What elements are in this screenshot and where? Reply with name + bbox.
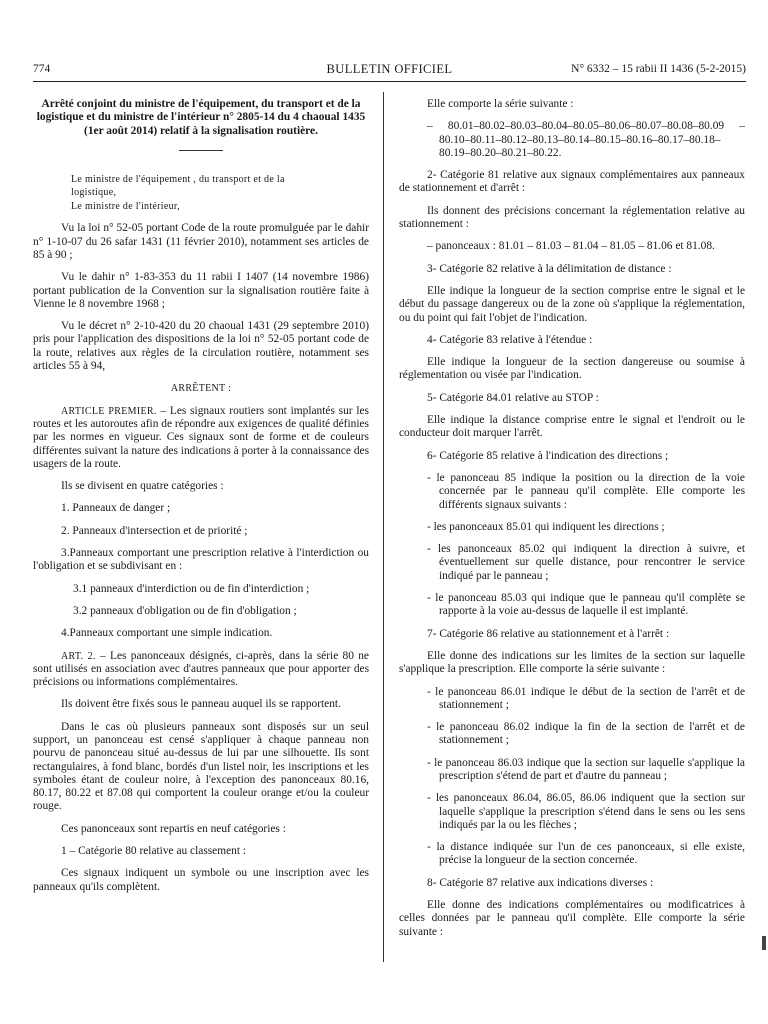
article-1-text: – Les signaux routiers sont implantés sur les routes et les autoroutes afin de répondre aux exigences de qualité définies par les normes en vigueur. Ces signaux sont de forme et de couleurs différentes suivant la nature des indications à porter à la connaissance des usagers de la route. [33, 404, 369, 470]
category-86-item-b: - le panonceau 86.02 indique la fin de la section de l'arrêt et de stationnement ; [427, 721, 745, 747]
minister-line-3: Le ministre de l'intérieur, [71, 200, 180, 212]
category-85-item-b: - les panonceaux 85.01 qui indiquent les directions ; [427, 520, 665, 533]
article-2 [33, 650, 369, 690]
page-number: 774 [33, 63, 51, 75]
page-header [33, 63, 746, 81]
decree-title: Arrêté conjoint du ministre de l'équipement, du transport et de la logistique et du ministre de l'intérieur n° 2805-14 du 4 chaoual 1435 (1er août 2014) relatif à la signalisation routière. [36, 98, 366, 137]
ministers-block [33, 173, 369, 214]
category-85-item-a: - le panonceau 85 indique la position ou la direction de la voie concernée par le panneau qu'il complète. Elle comporte les différents signaux suivants : [427, 471, 745, 511]
category-83-description: Elle indique la longueur de la section dangereuse ou soumise à réglementation ou visée par l'indication. [399, 356, 745, 382]
category-82-heading: 3- Catégorie 82 relative à la délimitation de distance : [427, 262, 672, 275]
category-86-item-c: - le panonceau 86.03 indique que la section sur laquelle s'applique la prescription s'étend de part et d'autre du panneau ; [427, 756, 745, 782]
paragraph-signaux: Ces signaux indiquent un symbole ou une inscription avec les panneaux qu'ils complètent. [33, 867, 369, 893]
category-85-item-c: - les panonceaux 85.02 qui indiquent la direction à suivre, et éventuellement sur quelle distance, pour rencontrer le service indiqué par le panneau ; [427, 543, 745, 582]
category-83-heading: 4- Catégorie 83 relative à l'étendue : [427, 333, 593, 346]
category-81-heading: 2- Catégorie 81 relative aux signaux complémentaires aux panneaux de stationnement et d'arrêt : [399, 169, 745, 195]
category-86-item-d: - les panonceaux 86.04, 86.05, 86.06 indiquent que la section sur laquelle s'applique la prescription s'étend dans le sens ou les sens indiqués par la ou les flèches ; [427, 792, 745, 831]
issue-info: N° 6332 – 15 rabii II 1436 (5-2-2015) [571, 63, 746, 75]
category-87-description: Elle donne des indications complémentaires ou modificatrices à celles données par le panneau qu'il complète. Elle comporte la série suivante : [399, 899, 745, 938]
paragraph-categorie-80: 1 – Catégorie 80 relative au classement : [61, 845, 247, 858]
category-3-1: 3.1 panneaux d'interdiction ou de fin d'interdiction ; [73, 582, 310, 595]
vu-paragraph-3: Vu le décret n° 2-10-420 du 20 chaoual 1431 (29 septembre 2010) pris pour l'application des dispositions de la loi n° 52-05 portant code de la route, relatives aux règles de la circulation routière, notamment ses articles 55 à 94, [33, 320, 369, 373]
column-divider [383, 92, 384, 962]
header-rule [33, 81, 746, 82]
category-81-list: – panonceaux : 81.01 – 81.03 – 81.04 – 81.05 – 81.06 et 81.08. [427, 240, 715, 253]
category-81-description: Ils donnent des précisions concernant la réglementation relative au stationnement : [399, 204, 745, 231]
category-86-heading: 7- Catégorie 86 relative au stationnement et à l'arrêt : [427, 627, 670, 640]
category-3-2: 3.2 panneaux d'obligation ou de fin d'obligation ; [73, 604, 297, 617]
category-84-description: Elle indique la distance comprise entre le signal et l'endroit ou le conducteur doit marquer l'arrêt. [399, 414, 745, 440]
categories-intro: Ils se divisent en quatre catégories : [61, 480, 224, 493]
category-2: 2. Panneaux d'intersection et de priorité ; [61, 524, 248, 537]
category-84-heading: 5- Catégorie 84.01 relative au STOP : [427, 391, 599, 404]
category-3: 3.Panneaux comportant une prescription relative à l'interdiction ou l'obligation et se subdivisant en : [33, 547, 369, 573]
article-2-text: – Les panonceaux désignés, ci-après, dans la série 80 ne sont utilisés en association avec d'autres panneaux que pour apporter des précisions ou informations complémentaires. [33, 649, 369, 689]
serie-intro: Elle comporte la série suivante : [427, 98, 574, 110]
article-1-label: ARTICLE PREMIER. [61, 405, 157, 417]
category-86-item-e: - la distance indiquée sur l'un de ces panonceaux, si elle existe, précise la longueur de la section concernée. [427, 841, 745, 867]
right-column [399, 98, 745, 948]
category-85-heading: 6- Catégorie 85 relative à l'indication des directions ; [427, 449, 669, 462]
category-85-item-d: - le panonceau 85.03 qui indique que le panneau qu'il complète se rapporte à la voie au-dessus de laquelle il est implanté. [427, 592, 745, 618]
category-82-description: Elle indique la longueur de la section comprise entre le signal et le début du passage dangereux ou de la zone où s'applique la réglementation, ou du point qui fait l'objet de l'indication. [399, 284, 745, 324]
paragraph-neuf-categories: Ces panonceaux sont repartis en neuf catégories : [61, 822, 286, 835]
arretent-heading: ARRÊTENT : [170, 383, 232, 395]
paragraph-fixes: Ils doivent être fixés sous le panneau auquel ils se rapportent. [61, 698, 341, 711]
vu-paragraph-1: Vu la loi n° 52-05 portant Code de la route promulguée par le dahir n° 1-10-07 du 26 safar 1431 (11 février 2010), notamment ses articles de 85 à 90 ; [33, 222, 369, 261]
category-4: 4.Panneaux comportant une simple indication. [61, 627, 273, 640]
minister-line-1: Le ministre de l'équipement , du transport et de la [71, 173, 285, 185]
left-column [33, 98, 369, 903]
title-separator [179, 150, 223, 151]
paragraph-support: Dans le cas où plusieurs panneaux sont disposés sur un seul support, un panonceau est censé s'appliquer à chaque panneau non pourvu de panonceau situé au-dessus de lui par une silhouette. Ils sont rectangulaires, à fond blanc, bordés d'un listel noir, les inscriptions et les symboles étant de couleur noire, à l'exception des panonceaux 80.16, 80.17, 80.22 et 87.08 qui comportent la couleur orange et/ou la couleur rouge. [33, 720, 369, 813]
category-87-heading: 8- Catégorie 87 relative aux indications diverses : [427, 876, 654, 889]
vu-paragraph-2: Vu le dahir n° 1-83-353 du 11 rabii I 1407 (14 novembre 1986) portant publication de la Convention sur la signalisation routière faite à Vienne le 8 novembre 1968 ; [33, 271, 369, 310]
category-86-description: Elle donne des indications sur les limites de la section sur laquelle s'applique la prescription. Elle comporte la série suivante : [399, 649, 745, 676]
serie-80-list: – 80.01–80.02–80.03–80.04–80.05–80.06–80.07–80.08–80.09 – 80.10–80.11–80.12–80.13–80.14–80.15–80.16–80.17–80.18–80.19–80.20–80.21–80.22. [427, 120, 745, 159]
article-1 [33, 405, 369, 471]
article-2-label: ART. 2. [61, 650, 96, 662]
journal-title: BULLETIN OFFICIEL [326, 62, 453, 76]
category-1: 1. Panneaux de danger ; [61, 502, 171, 515]
minister-line-2: logistique, [71, 187, 117, 199]
margin-mark [762, 936, 766, 950]
category-86-item-a: - le panonceau 86.01 indique le début de la section de l'arrêt et de stationnement ; [427, 685, 745, 711]
